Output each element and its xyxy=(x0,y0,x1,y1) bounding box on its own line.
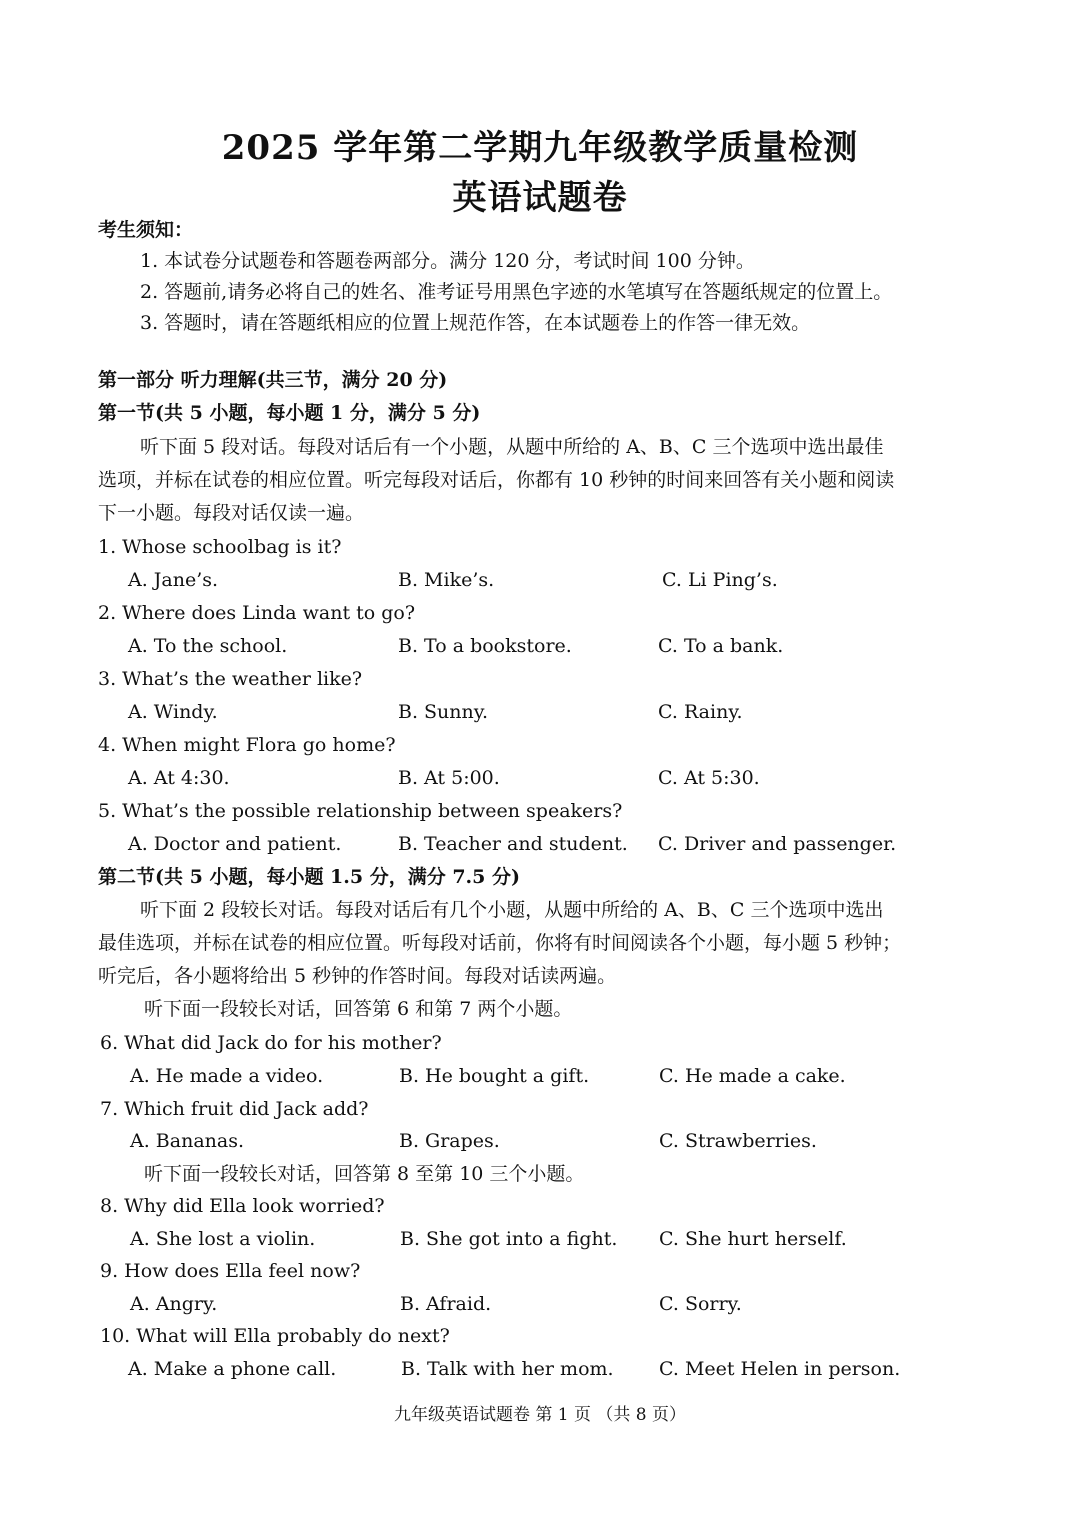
option-c: C. Sorry. xyxy=(659,1293,742,1315)
notice-heading: 考生须知： xyxy=(98,219,194,241)
option-b: B. To a bookstore. xyxy=(398,635,572,657)
notice-item: 3. 答题时，请在答题纸相应的位置上规范作答，在本试题卷上的作答一律无效。 xyxy=(140,312,811,334)
option-a: A. Make a phone call. xyxy=(128,1358,337,1380)
question-text: 7. Which fruit did Jack add? xyxy=(100,1098,369,1120)
dialog-note: 听下面一段较长对话，回答第 6 和第 7 两个小题。 xyxy=(144,998,573,1020)
option-b: B. Afraid. xyxy=(400,1293,492,1315)
notice-item: 2. 答题前,请务必将自己的姓名、准考证号用黑色字迹的水笔填写在答题纸规定的位置上。 xyxy=(140,281,893,303)
option-a: A. Angry. xyxy=(130,1293,218,1315)
option-a: A. She lost a violin. xyxy=(130,1228,316,1250)
section-heading: 第二节(共 5 小题，每小题 1.5 分，满分 7.5 分) xyxy=(98,866,520,888)
option-b: B. At 5:00. xyxy=(398,767,500,789)
option-c: C. Meet Helen in person. xyxy=(659,1358,901,1380)
option-b: B. Teacher and student. xyxy=(398,833,628,855)
question-text: 8. Why did Ella look worried? xyxy=(100,1195,385,1217)
option-a: A. Bananas. xyxy=(130,1130,245,1152)
section-heading: 第一节(共 5 小题，每小题 1 分，满分 5 分) xyxy=(98,402,481,424)
option-b: B. He bought a gift. xyxy=(399,1065,590,1087)
question-text: 3. What’s the weather like? xyxy=(98,668,363,690)
option-b: B. She got into a fight. xyxy=(400,1228,618,1250)
option-b: B. Grapes. xyxy=(399,1130,500,1152)
option-a: A. Windy. xyxy=(128,701,218,723)
option-c: C. He made a cake. xyxy=(659,1065,846,1087)
option-c: C. Rainy. xyxy=(658,701,743,723)
part-heading: 第一部分 听力理解(共三节，满分 20 分) xyxy=(98,369,448,391)
section-instructions: 听下面 5 段对话。每段对话后有一个小题，从题中所给的 A、B、C 三个选项中选出最佳 xyxy=(140,436,884,458)
question-text: 5. What’s the possible relationship between speakers? xyxy=(98,800,623,822)
option-c: C. Strawberries. xyxy=(659,1130,817,1152)
option-a: A. At 4:30. xyxy=(128,767,230,789)
notice-item: 1. 本试卷分试题卷和答题卷两部分。满分 120 分，考试时间 100 分钟。 xyxy=(140,250,755,272)
option-a: A. He made a video. xyxy=(130,1065,324,1087)
option-c: C. To a bank. xyxy=(658,635,784,657)
question-text: 10. What will Ella probably do next? xyxy=(100,1325,450,1347)
option-a: A. Doctor and patient. xyxy=(128,833,342,855)
page-footer: 九年级英语试题卷 第 1 页 （共 8 页） xyxy=(393,1405,687,1425)
option-b: B. Sunny. xyxy=(398,701,489,723)
section-instructions: 听完后，各小题将给出 5 秒钟的作答时间。每段对话读两遍。 xyxy=(98,965,617,987)
question-text: 9. How does Ella feel now? xyxy=(100,1260,361,1282)
option-b: B. Talk with her mom. xyxy=(401,1358,614,1380)
option-c: C. Li Ping’s. xyxy=(662,569,778,591)
exam-subtitle: 英语试题卷 xyxy=(452,178,628,218)
option-a: A. To the school. xyxy=(128,635,288,657)
section-instructions: 最佳选项，并标在试卷的相应位置。听每段对话前，你将有时间阅读各个小题，每小题 5 秒钟； xyxy=(98,932,902,954)
option-a: A. Jane’s. xyxy=(128,569,219,591)
question-text: 1. Whose schoolbag is it? xyxy=(98,536,342,558)
option-c: C. At 5:30. xyxy=(658,767,760,789)
section-instructions: 听下面 2 段较长对话。每段对话后有几个小题，从题中所给的 A、B、C 三个选项中选出 xyxy=(140,899,884,921)
option-c: C. Driver and passenger. xyxy=(658,833,897,855)
option-b: B. Mike’s. xyxy=(398,569,495,591)
option-c: C. She hurt herself. xyxy=(659,1228,847,1250)
exam-title: 2025 学年第二学期九年级教学质量检测 xyxy=(221,128,859,168)
section-instructions: 选项，并标在试卷的相应位置。听完每段对话后，你都有 10 秒钟的时间来回答有关小题和阅读 xyxy=(98,469,895,491)
question-text: 4. When might Flora go home? xyxy=(98,734,396,756)
section-instructions: 下一小题。每段对话仅读一遍。 xyxy=(98,502,365,524)
question-text: 2. Where does Linda want to go? xyxy=(98,602,416,624)
dialog-note: 听下面一段较长对话，回答第 8 至第 10 三个小题。 xyxy=(144,1163,585,1185)
question-text: 6. What did Jack do for his mother? xyxy=(100,1032,442,1054)
